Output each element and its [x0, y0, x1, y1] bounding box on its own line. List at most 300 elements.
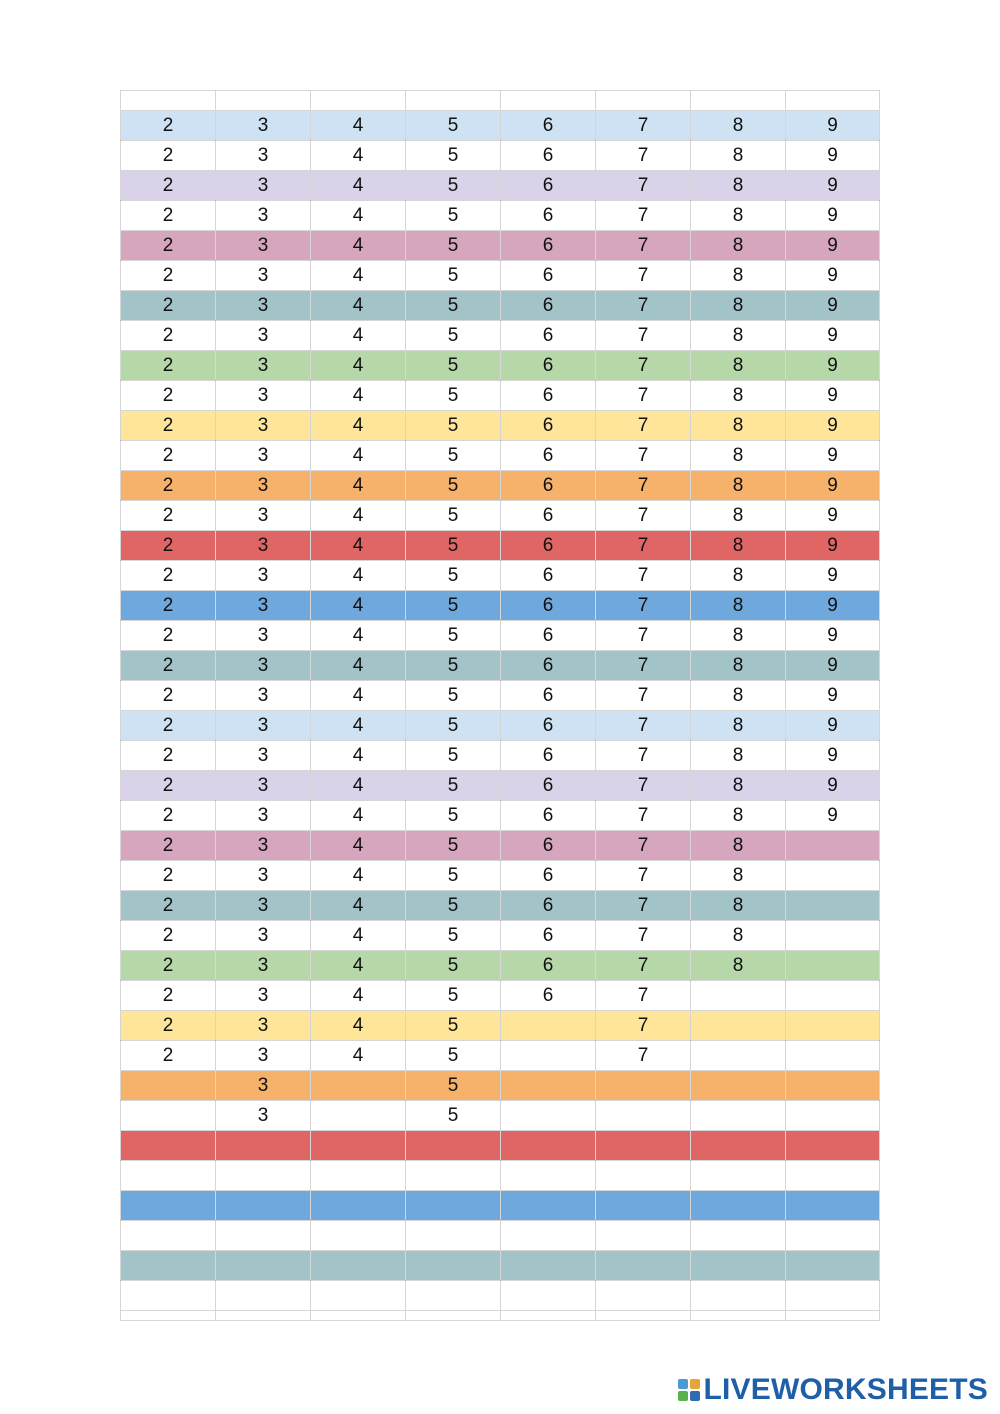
- number-cell: 7: [596, 351, 691, 381]
- number-cell: 5: [406, 771, 501, 801]
- number-cell: 4: [311, 411, 406, 441]
- number-cell: 5: [406, 531, 501, 561]
- number-cell: 9: [786, 651, 880, 681]
- number-cell: [786, 1131, 880, 1161]
- number-cell: 9: [786, 591, 880, 621]
- number-cell: 8: [691, 531, 786, 561]
- number-cell: [216, 1221, 311, 1251]
- number-cell: 5: [406, 861, 501, 891]
- number-cell: [596, 1161, 691, 1191]
- number-cell: 8: [691, 711, 786, 741]
- number-cell: 3: [216, 501, 311, 531]
- number-cell: 3: [216, 891, 311, 921]
- number-cell: 8: [691, 261, 786, 291]
- number-cell: [311, 1131, 406, 1161]
- number-cell: [406, 1251, 501, 1281]
- number-cell: 3: [216, 861, 311, 891]
- number-cell: [786, 831, 880, 861]
- number-cell: 3: [216, 261, 311, 291]
- number-cell: 3: [216, 741, 311, 771]
- number-cell: [691, 1191, 786, 1221]
- number-cell: 5: [406, 681, 501, 711]
- worksheet-row: [121, 891, 880, 921]
- number-cell: 3: [216, 201, 311, 231]
- number-cell: 9: [786, 441, 880, 471]
- number-cell: 9: [786, 291, 880, 321]
- number-cell: 9: [786, 261, 880, 291]
- number-cell: [501, 1191, 596, 1221]
- number-cell: 3: [216, 951, 311, 981]
- number-cell: 6: [501, 591, 596, 621]
- number-cell: 4: [311, 891, 406, 921]
- number-cell: [691, 1071, 786, 1101]
- number-cell: [501, 91, 596, 111]
- number-cell: 6: [501, 171, 596, 201]
- number-cell: 7: [596, 711, 691, 741]
- worksheet-row: [121, 771, 880, 801]
- number-cell: 4: [311, 291, 406, 321]
- number-cell: 9: [786, 771, 880, 801]
- number-cell: [786, 1101, 880, 1131]
- number-cell: [786, 981, 880, 1011]
- number-cell: 6: [501, 441, 596, 471]
- number-cell: 3: [216, 441, 311, 471]
- number-cell: 7: [596, 651, 691, 681]
- worksheet-row: [121, 621, 880, 651]
- number-cell: 8: [691, 471, 786, 501]
- worksheet-row: [121, 651, 880, 681]
- number-cell: 3: [216, 711, 311, 741]
- number-cell: 4: [311, 171, 406, 201]
- worksheet-row: [121, 411, 880, 441]
- number-cell: [406, 1161, 501, 1191]
- number-cell: 5: [406, 381, 501, 411]
- number-cell: 4: [311, 951, 406, 981]
- number-cell: 7: [596, 531, 691, 561]
- number-cell: 6: [501, 681, 596, 711]
- number-cell: [786, 1221, 880, 1251]
- number-cell: 4: [311, 531, 406, 561]
- number-cell: [216, 1191, 311, 1221]
- number-cell: 3: [216, 621, 311, 651]
- number-cell: [406, 1131, 501, 1161]
- worksheet-row: [121, 111, 880, 141]
- worksheet-row: [121, 1221, 880, 1251]
- number-cell: 5: [406, 741, 501, 771]
- number-cell: 8: [691, 921, 786, 951]
- number-cell: [786, 1041, 880, 1071]
- number-cell: 7: [596, 231, 691, 261]
- number-cell: 7: [596, 471, 691, 501]
- number-cell: 4: [311, 681, 406, 711]
- number-cell: 6: [501, 411, 596, 441]
- number-cell: 2: [121, 321, 216, 351]
- number-cell: 7: [596, 321, 691, 351]
- number-cell: [216, 91, 311, 111]
- worksheet-row: [121, 681, 880, 711]
- number-cell: [501, 1101, 596, 1131]
- number-cell: 3: [216, 471, 311, 501]
- number-cell: 2: [121, 741, 216, 771]
- number-cell: 6: [501, 951, 596, 981]
- number-cell: 4: [311, 591, 406, 621]
- number-cell: 9: [786, 801, 880, 831]
- number-cell: 6: [501, 621, 596, 651]
- worksheet-row: [121, 951, 880, 981]
- number-cell: [596, 1191, 691, 1221]
- number-cell: 5: [406, 411, 501, 441]
- number-cell: 4: [311, 861, 406, 891]
- number-cell: 7: [596, 141, 691, 171]
- number-cell: 5: [406, 1011, 501, 1041]
- number-cell: [691, 1041, 786, 1071]
- number-cell: 3: [216, 561, 311, 591]
- number-cell: [311, 1221, 406, 1251]
- number-cell: 5: [406, 501, 501, 531]
- number-cell: 5: [406, 831, 501, 861]
- number-cell: 4: [311, 801, 406, 831]
- number-cell: 9: [786, 171, 880, 201]
- number-cell: 4: [311, 261, 406, 291]
- number-cell: [406, 91, 501, 111]
- number-cell: [501, 1131, 596, 1161]
- number-cell: 8: [691, 441, 786, 471]
- number-cell: [596, 1281, 691, 1311]
- number-cell: 7: [596, 981, 691, 1011]
- number-cell: 9: [786, 321, 880, 351]
- number-cell: [596, 1131, 691, 1161]
- number-cell: 9: [786, 621, 880, 651]
- number-cell: 7: [596, 591, 691, 621]
- number-cell: [501, 1041, 596, 1071]
- number-cell: 3: [216, 411, 311, 441]
- number-cell: 4: [311, 111, 406, 141]
- number-cell: 6: [501, 891, 596, 921]
- number-cell: [691, 1131, 786, 1161]
- number-cell: 8: [691, 951, 786, 981]
- number-cell: [501, 1281, 596, 1311]
- number-cell: 3: [216, 771, 311, 801]
- number-cell: 5: [406, 891, 501, 921]
- number-cell: [691, 1221, 786, 1251]
- number-cell: 3: [216, 1011, 311, 1041]
- number-cell: 9: [786, 381, 880, 411]
- number-cell: 4: [311, 561, 406, 591]
- worksheet-row: [121, 471, 880, 501]
- number-cell: [786, 861, 880, 891]
- number-cell: [501, 1161, 596, 1191]
- number-cell: 3: [216, 111, 311, 141]
- number-cell: [596, 91, 691, 111]
- number-cell: 2: [121, 171, 216, 201]
- number-cell: 7: [596, 1041, 691, 1071]
- worksheet-row: [121, 231, 880, 261]
- number-cell: [406, 1191, 501, 1221]
- number-cell: 8: [691, 621, 786, 651]
- number-cell: 4: [311, 441, 406, 471]
- number-cell: 2: [121, 1011, 216, 1041]
- number-cell: [596, 1101, 691, 1131]
- number-cell: 6: [501, 111, 596, 141]
- worksheet-row: [121, 261, 880, 291]
- number-cell: 6: [501, 471, 596, 501]
- worksheet-row: [121, 1041, 880, 1071]
- number-cell: 7: [596, 201, 691, 231]
- brand-name: LIVEWORKSHEETS: [703, 1373, 988, 1406]
- number-cell: [691, 981, 786, 1011]
- number-cell: [691, 1311, 786, 1321]
- worksheet-row: [121, 171, 880, 201]
- number-cell: 8: [691, 591, 786, 621]
- number-cell: 9: [786, 141, 880, 171]
- number-cell: [691, 1011, 786, 1041]
- number-cell: [121, 1191, 216, 1221]
- worksheet-row: [121, 351, 880, 381]
- number-cell: 5: [406, 801, 501, 831]
- number-cell: 4: [311, 351, 406, 381]
- number-cell: 7: [596, 741, 691, 771]
- number-cell: 2: [121, 501, 216, 531]
- number-cell: 6: [501, 921, 596, 951]
- number-cell: [501, 1251, 596, 1281]
- worksheet-row: [121, 1011, 880, 1041]
- number-cell: 3: [216, 141, 311, 171]
- number-cell: 3: [216, 321, 311, 351]
- number-cell: 5: [406, 1071, 501, 1101]
- number-cell: 9: [786, 351, 880, 381]
- number-cell: 7: [596, 921, 691, 951]
- number-cell: 3: [216, 591, 311, 621]
- worksheet-row: [121, 711, 880, 741]
- worksheet-row: [121, 1071, 880, 1101]
- number-cell: 3: [216, 231, 311, 261]
- number-cell: [786, 1161, 880, 1191]
- number-cell: [216, 1161, 311, 1191]
- number-cell: [691, 1161, 786, 1191]
- number-cell: 2: [121, 801, 216, 831]
- number-cell: 5: [406, 561, 501, 591]
- number-cell: 5: [406, 441, 501, 471]
- number-cell: 6: [501, 561, 596, 591]
- number-cell: 4: [311, 621, 406, 651]
- number-cell: [501, 1311, 596, 1321]
- number-cell: 2: [121, 591, 216, 621]
- number-cell: [311, 1251, 406, 1281]
- worksheet-row: [121, 1251, 880, 1281]
- number-cell: [786, 1011, 880, 1041]
- number-cell: 6: [501, 321, 596, 351]
- number-cell: 6: [501, 861, 596, 891]
- number-cell: 7: [596, 411, 691, 441]
- number-cell: 5: [406, 141, 501, 171]
- number-cell: 6: [501, 741, 596, 771]
- number-cell: [311, 1281, 406, 1311]
- number-cell: 4: [311, 921, 406, 951]
- number-cell: 2: [121, 651, 216, 681]
- number-cell: 9: [786, 111, 880, 141]
- number-cell: [786, 951, 880, 981]
- number-cell: 3: [216, 801, 311, 831]
- number-cell: 2: [121, 921, 216, 951]
- number-cell: 6: [501, 771, 596, 801]
- worksheet-row: [121, 91, 880, 111]
- number-cell: [596, 1311, 691, 1321]
- number-cell: [596, 1071, 691, 1101]
- number-cell: 5: [406, 651, 501, 681]
- number-cell: [121, 1311, 216, 1321]
- number-cell: 7: [596, 501, 691, 531]
- number-cell: [501, 1011, 596, 1041]
- number-cell: 2: [121, 891, 216, 921]
- number-cell: [311, 1311, 406, 1321]
- number-cell: 3: [216, 531, 311, 561]
- number-cell: 7: [596, 621, 691, 651]
- number-cell: 3: [216, 171, 311, 201]
- worksheet-row: [121, 831, 880, 861]
- number-cell: 2: [121, 141, 216, 171]
- number-cell: 6: [501, 831, 596, 861]
- number-cell: 8: [691, 861, 786, 891]
- number-cell: 8: [691, 201, 786, 231]
- number-cell: [691, 1101, 786, 1131]
- number-cell: 6: [501, 981, 596, 1011]
- number-cell: 2: [121, 411, 216, 441]
- number-cell: [121, 1251, 216, 1281]
- number-cell: 8: [691, 801, 786, 831]
- number-cell: 7: [596, 561, 691, 591]
- number-cell: 5: [406, 321, 501, 351]
- worksheet-row: [121, 801, 880, 831]
- number-cell: 8: [691, 291, 786, 321]
- number-cell: 3: [216, 351, 311, 381]
- number-cell: 4: [311, 141, 406, 171]
- number-cell: 8: [691, 771, 786, 801]
- number-cell: 7: [596, 381, 691, 411]
- number-cell: 6: [501, 801, 596, 831]
- worksheet-row: [121, 1311, 880, 1321]
- number-cell: 2: [121, 561, 216, 591]
- number-cell: 2: [121, 531, 216, 561]
- worksheet-row: [121, 531, 880, 561]
- number-cell: [596, 1221, 691, 1251]
- number-cell: 7: [596, 861, 691, 891]
- worksheet-row: [121, 381, 880, 411]
- number-cell: 3: [216, 651, 311, 681]
- number-cell: 7: [596, 291, 691, 321]
- worksheet-row: [121, 561, 880, 591]
- worksheet-row: [121, 291, 880, 321]
- number-cell: [216, 1311, 311, 1321]
- worksheet-row: [121, 861, 880, 891]
- number-cell: 9: [786, 561, 880, 591]
- number-cell: 7: [596, 171, 691, 201]
- liveworksheets-logo-icon: [678, 1379, 700, 1401]
- number-cell: 6: [501, 261, 596, 291]
- number-cell: 2: [121, 681, 216, 711]
- number-cell: 6: [501, 531, 596, 561]
- number-cell: 3: [216, 291, 311, 321]
- number-cell: 4: [311, 471, 406, 501]
- number-cell: 7: [596, 441, 691, 471]
- number-cell: 2: [121, 441, 216, 471]
- number-cell: 4: [311, 501, 406, 531]
- number-cell: 2: [121, 261, 216, 291]
- number-cell: 4: [311, 831, 406, 861]
- number-cell: 5: [406, 951, 501, 981]
- number-cell: 2: [121, 861, 216, 891]
- number-cell: 8: [691, 111, 786, 141]
- number-cell: [691, 91, 786, 111]
- number-cell: 8: [691, 231, 786, 261]
- number-cell: 2: [121, 711, 216, 741]
- number-cell: 2: [121, 1041, 216, 1071]
- number-cell: 2: [121, 111, 216, 141]
- number-cell: 4: [311, 981, 406, 1011]
- number-cell: 4: [311, 1011, 406, 1041]
- number-cell: 5: [406, 981, 501, 1011]
- number-cell: 2: [121, 351, 216, 381]
- number-cell: 4: [311, 1041, 406, 1071]
- number-cell: [691, 1251, 786, 1281]
- number-cell: 8: [691, 741, 786, 771]
- worksheet-row: [121, 1281, 880, 1311]
- number-cell: [121, 1071, 216, 1101]
- number-cell: [311, 91, 406, 111]
- number-cell: 7: [596, 111, 691, 141]
- number-cell: 4: [311, 231, 406, 261]
- number-cell: [121, 91, 216, 111]
- number-cell: 2: [121, 291, 216, 321]
- number-cell: 9: [786, 471, 880, 501]
- number-cell: 3: [216, 1071, 311, 1101]
- number-cell: 3: [216, 681, 311, 711]
- number-cell: 8: [691, 351, 786, 381]
- number-cell: 4: [311, 381, 406, 411]
- number-cell: 8: [691, 891, 786, 921]
- number-cell: 5: [406, 1041, 501, 1071]
- number-cell: 6: [501, 351, 596, 381]
- number-cell: 6: [501, 231, 596, 261]
- number-cell: 9: [786, 741, 880, 771]
- liveworksheets-logo[interactable]: [678, 1373, 989, 1407]
- worksheet-row: [121, 321, 880, 351]
- number-cell: 3: [216, 831, 311, 861]
- number-cell: [501, 1071, 596, 1101]
- number-cell: 4: [311, 771, 406, 801]
- number-cell: [786, 1251, 880, 1281]
- number-cell: [311, 1191, 406, 1221]
- number-cell: 9: [786, 711, 880, 741]
- number-cell: [691, 1281, 786, 1311]
- number-cell: 5: [406, 471, 501, 501]
- number-cell: [786, 91, 880, 111]
- number-cell: 8: [691, 381, 786, 411]
- number-cell: 2: [121, 201, 216, 231]
- number-cell: [311, 1101, 406, 1131]
- number-cell: 6: [501, 651, 596, 681]
- number-cell: 8: [691, 141, 786, 171]
- number-cell: [311, 1071, 406, 1101]
- number-cell: 5: [406, 591, 501, 621]
- number-cell: 2: [121, 981, 216, 1011]
- number-cell: 4: [311, 711, 406, 741]
- number-cell: 7: [596, 261, 691, 291]
- number-cell: [406, 1281, 501, 1311]
- number-cell: 4: [311, 201, 406, 231]
- number-cell: 5: [406, 711, 501, 741]
- number-cell: 5: [406, 171, 501, 201]
- number-cell: 9: [786, 501, 880, 531]
